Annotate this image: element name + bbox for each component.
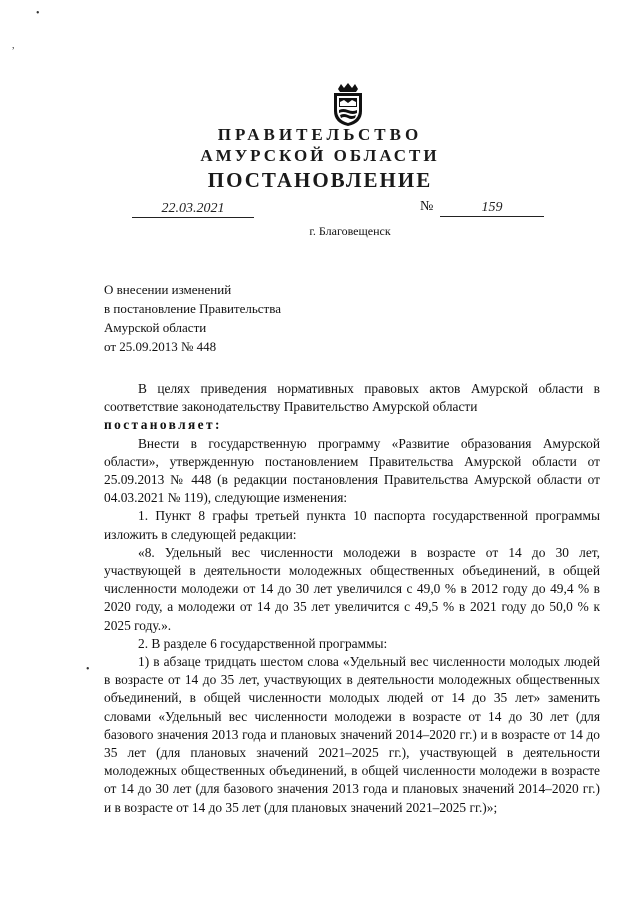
intro-paragraph: В целях приведения нормативных правовых актов Амурской области в соответствие законодательству Правительство Амурской области <box>104 381 600 415</box>
decree-paragraph <box>104 416 600 434</box>
item-2-1-paragraph: 1) в абзаце тридцать шестом слова «Удельный вес численности молодых людей в возрасте от 14 до 35 лет, участвующих в деятельности молодежных общественных объединений, в общей численности молодых людей от 14 до 35 лет» заменить словами «Удельный вес численности молодежи в возрасте от 14 до 30 лет (для базового значения 2013 года и плановых значений 2014–2020 гг.) и в возрасте от 14 до 35 лет (для плановых значений 2021–2025 гг.), участвующей в деятельности молодежных общественных объединений, в общей численности молодежи в возрасте от 14 до 30 лет (для базового значения 2013 года и плановых значений 2014–2020 гг.) и в возрасте от 14 до 35 лет (для плановых значений 2021–2025 гг.)»; <box>104 654 600 815</box>
document-type-title: ПОСТАНОВЛЕНИЕ <box>207 168 433 192</box>
number-label: № <box>420 199 434 214</box>
government-title: ПРАВИТЕЛЬСТВО <box>217 125 423 144</box>
amendment-paragraph: Внести в государственную программу «Развитие образования Амурской области», утвержденную постановлением Правительства Амурской области от 25.09.2013 № 448 (в редакции постановления Правительства Амурской области от 04.03.2021 № 119), следующие изменения: <box>104 435 600 506</box>
scan-mark-icon: • <box>36 8 40 19</box>
item-1-paragraph: 1. Пункт 8 графы третьей пункта 10 паспорта государственной программы изложить в следующей редакции: <box>104 508 600 542</box>
scan-mark-icon: • <box>86 664 90 675</box>
document-date: 22.03.2021 <box>132 201 254 218</box>
item-2-paragraph: 2. В разделе 6 государственной программы: <box>138 635 388 651</box>
region-title: АМУРСКОЙ ОБЛАСТИ <box>200 146 440 165</box>
city-name: г. Благовещенск <box>309 224 391 238</box>
scan-mark-icon: , <box>12 40 15 51</box>
subject-line: Амурской области <box>104 320 207 335</box>
decree-word: постановляет: <box>104 417 222 433</box>
document-number: 159 <box>440 200 544 217</box>
document-body <box>104 380 600 817</box>
subject-line: от 25.09.2013 № 448 <box>104 339 217 354</box>
amur-region-emblem-icon <box>330 83 366 127</box>
document-subject <box>104 280 281 356</box>
subject-line: в постановление Правительства <box>104 301 281 316</box>
item-1-text-paragraph: «8. Удельный вес численности молодежи в возрасте от 14 до 30 лет, участвующей в деятельности молодежных общественных объединений, в общей численности молодежи от 14 до 30 лет увеличился с 49,0 % в 2012 году до 49,4 % в 2020 году, а молодежи от 14 до 35 лет увеличится с 49,5 % в 2021 году до 50,0 % к 2025 году.». <box>104 544 600 633</box>
subject-line: О внесении изменений <box>104 282 232 297</box>
